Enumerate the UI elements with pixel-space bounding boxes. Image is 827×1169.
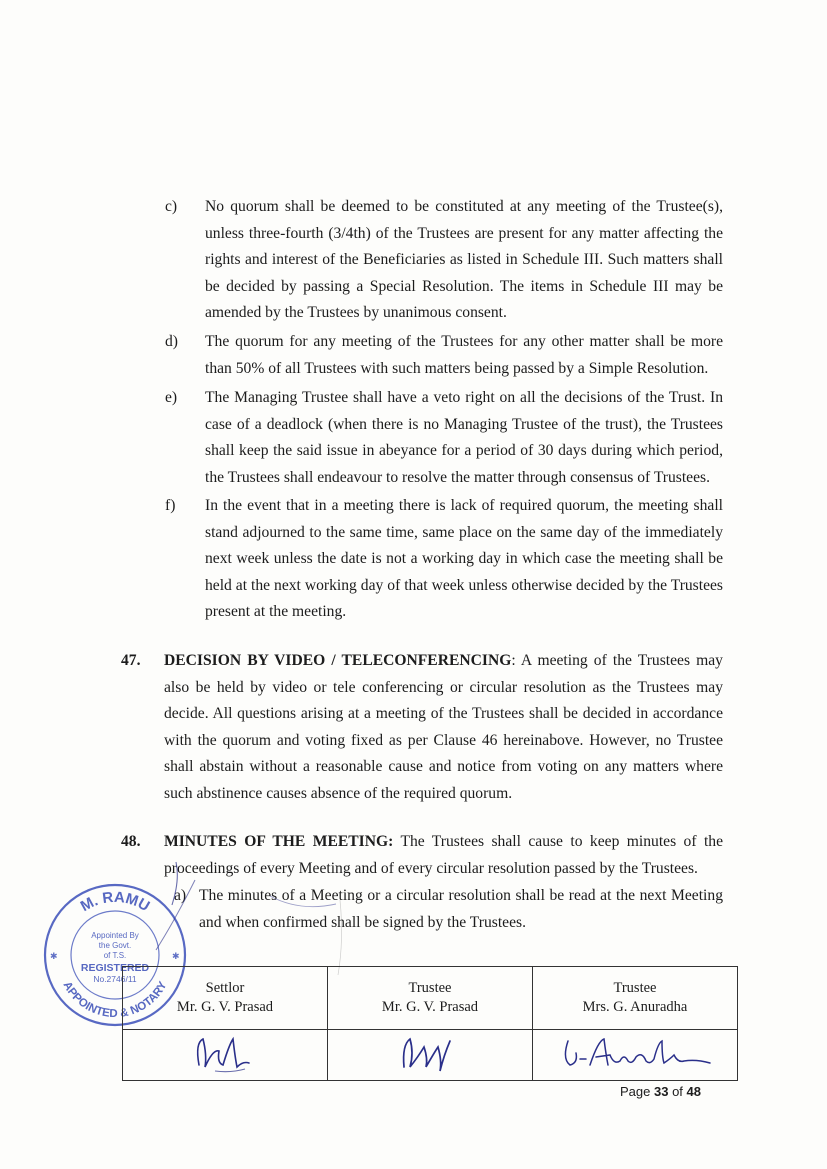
stamp-star-left: ✱ — [50, 951, 58, 961]
clause-46c-text: No quorum shall be deemed to be constituted at any meeting of the Trustee(s), unless three-fourth (3/4th) of the Trustees are present for any matter affecting the rights and interest of the Beneficiaries as listed in Schedule III. Such matters shall be decided by passing a Special Resolution. The items in Schedule III may be amended by the Trustees by unanimous consent. — [205, 198, 723, 322]
clause-47-heading: DECISION BY VIDEO / TELECONFERENCING — [164, 652, 512, 669]
clause-47-text: : A meeting of the Trustees may also be held by video or tele conferencing or circular resolution as the Trustees may decide. All questions arising at a meeting of the Trustees shall be decided in accordance with the quorum and voting fixed as per Clause 46 hereinabove. However, no Trustee shall abstain without a reasonable cause and notice from voting on any matters where such abstinence causes absence of the required quorum. — [164, 652, 723, 802]
clause-46d-label: d) — [165, 333, 178, 350]
clause-46c-label: c) — [165, 198, 178, 215]
page-footer — [620, 1084, 701, 1099]
signatory-name: Mrs. G. Anuradha — [582, 999, 688, 1015]
clause-46e-label: e) — [165, 389, 178, 406]
signature-table — [122, 966, 738, 1081]
total-pages-number: 48 — [686, 1084, 701, 1099]
stamp-top-text: M. RAMU — [77, 888, 153, 916]
signatory-role: Settlor — [205, 980, 245, 996]
signature-image — [185, 1031, 265, 1075]
stamp-bottom-text: APPOINTED & NOTARY — [60, 979, 170, 1021]
signatory-cell-settlor — [123, 967, 328, 1030]
signature-image — [550, 1031, 720, 1075]
signature-header-row — [123, 967, 738, 1030]
current-page-number: 33 — [653, 1084, 669, 1099]
signature-settlor — [123, 1030, 328, 1081]
signature-trustee-2 — [533, 1030, 738, 1081]
signature-trustee-1 — [328, 1030, 533, 1081]
stamp-line3: of T.S. — [103, 951, 127, 960]
stamp-line2: the Govt. — [98, 941, 132, 950]
signature-row — [123, 1030, 738, 1081]
signatory-name: Mr. G. V. Prasad — [381, 999, 479, 1015]
stamp-line1: Appointed By — [91, 931, 139, 940]
clause-48-text: The Trustees shall cause to keep minutes of the proceedings of every Meeting and of every circular resolution passed by the Trustees. — [164, 833, 724, 877]
clause-47-number: 47. — [121, 652, 141, 669]
clause-46f-text: In the event that in a meeting there is lack of required quorum, the meeting shall stand adjourned to the same time, same place on the same day of the immediately next week unless the date is not a working day in which case the meeting shall be held at the next working day of that week unless otherwise decided by the Trustees present at the meeting. — [205, 497, 723, 621]
clause-46f-label: f) — [165, 497, 176, 514]
signatory-name: Mr. G. V. Prasad — [176, 999, 274, 1015]
footer-prefix: Page — [620, 1084, 654, 1099]
signatory-cell-trustee-2 — [533, 967, 738, 1030]
stamp-reg-no: No.2746/11 — [93, 974, 137, 984]
clause-48a-label: a) — [174, 887, 187, 904]
stamp-registered: REGISTERED — [80, 962, 150, 974]
signatory-role: Trustee — [613, 980, 657, 996]
signature-image — [390, 1031, 470, 1075]
clause-46d-text: The quorum for any meeting of the Trustees for any other matter shall be more than 50% of all Trustees with such matters being passed by a Simple Resolution. — [205, 333, 723, 377]
stamp-star-right: ✱ — [172, 951, 180, 961]
signatory-cell-trustee-1 — [328, 967, 533, 1030]
clause-48a-text: The minutes of a Meeting or a circular resolution shall be read at the next Meeting and when confirmed shall be signed by the Trustees. — [199, 887, 723, 931]
clause-48-number: 48. — [121, 833, 141, 850]
footer-separator: of — [668, 1084, 687, 1099]
signatory-role: Trustee — [408, 980, 452, 996]
clause-46e-text: The Managing Trustee shall have a veto right on all the decisions of the Trust. In case of a deadlock (when there is no Managing Trustee of the trust), the Trustees shall keep the said issue in abeyance for a period of 30 days during which period, the Trustees shall endeavour to resolve the matter through consensus of Trustees. — [205, 389, 723, 486]
clause-48-heading: MINUTES OF THE MEETING: — [164, 833, 394, 850]
